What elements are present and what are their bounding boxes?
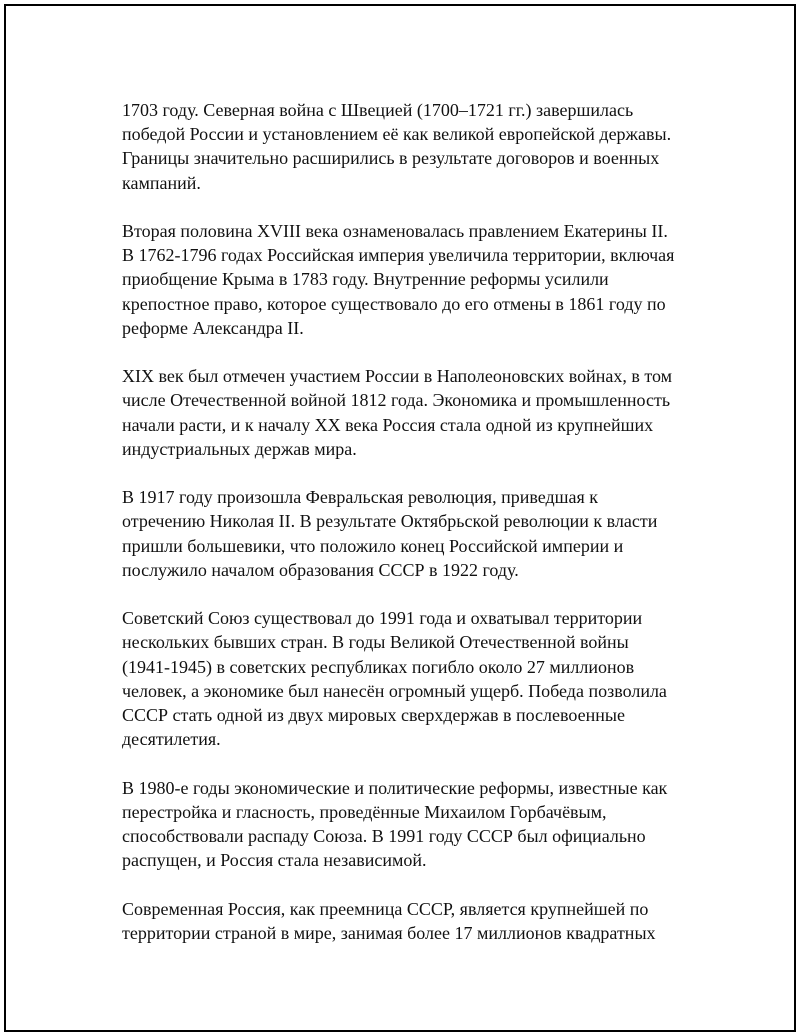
text-line: XIX век был отмечен участием России в Наполеоновских войнах, в том [122,366,673,387]
text-line: нескольких бывших стран. В годы Великой Отечественной войны [122,632,629,653]
text-line: послужило началом образования СССР в 1922 году. [122,559,519,580]
text-line: распущен, и Россия стала независимой. [122,850,427,871]
document-body [122,98,722,969]
text-line: реформе Александра II. [122,317,304,338]
text-line: Советский Союз существовал до 1991 года и охватывал территории [122,608,643,629]
text-line: десятилетия. [122,729,221,750]
text-line: В 1917 году произошла Февральская революция, приведшая к [122,487,599,508]
paragraph-3 [122,364,722,461]
text-line: пришли большевики, что положило конец Российской империи и [122,535,624,556]
paragraph-7 [122,897,722,945]
text-line: Современная Россия, как преемница СССР, является крупнейшей по [122,898,649,919]
text-line: начали расти, и к началу XX века Россия стала одной из крупнейших [122,414,654,435]
text-line: человек, а экономике был нанесён огромный ущерб. Победа позволила [122,680,667,701]
page-frame [4,4,796,1032]
paragraph-4 [122,485,722,582]
text-line: Вторая половина XVIII века ознаменовалась правлением Екатерины II. [122,221,668,241]
text-line: перестройка и гласность, проведённые Михаилом Горбачёвым, [122,801,607,822]
paragraph-2 [122,219,722,340]
text-line: крепостное право, которое существовало до его отмены в 1861 году по [122,293,666,314]
text-line: индустриальных держав мира. [122,438,357,459]
paragraph-6 [122,776,722,873]
text-line: территории страной в мире, занимая более 17 миллионов квадратных [122,922,656,943]
text-line: кампаний. [122,172,201,193]
text-line: отречению Николая II. В результате Октябрьской революции к власти [122,511,658,532]
text-line: (1941-1945) в советских республиках погибло около 27 миллионов [122,656,635,677]
text-line: способствовали распаду Союза. В 1991 году СССР был официально [122,826,646,847]
text-line: Границы значительно расширились в результате договоров и военных [122,148,660,169]
text-line: приобщение Крыма в 1783 году. Внутренние реформы усилили [122,269,609,290]
paragraph-5 [122,606,722,751]
text-line: В 1762-1796 годах Российская империя увеличила территории, включая [122,245,675,266]
text-line: числе Отечественной войной 1812 года. Экономика и промышленность [122,390,671,411]
text-line: 1703 году. Северная война с Швецией (1700–1721 гг.) завершилась [122,100,634,120]
text-line: В 1980-е годы экономические и политические реформы, известные как [122,777,668,798]
text-line: СССР стать одной из двух мировых сверхдержав в послевоенные [122,705,625,726]
text-line: победой России и установлением её как великой европейской державы. [122,124,672,145]
paragraph-1 [122,98,722,195]
